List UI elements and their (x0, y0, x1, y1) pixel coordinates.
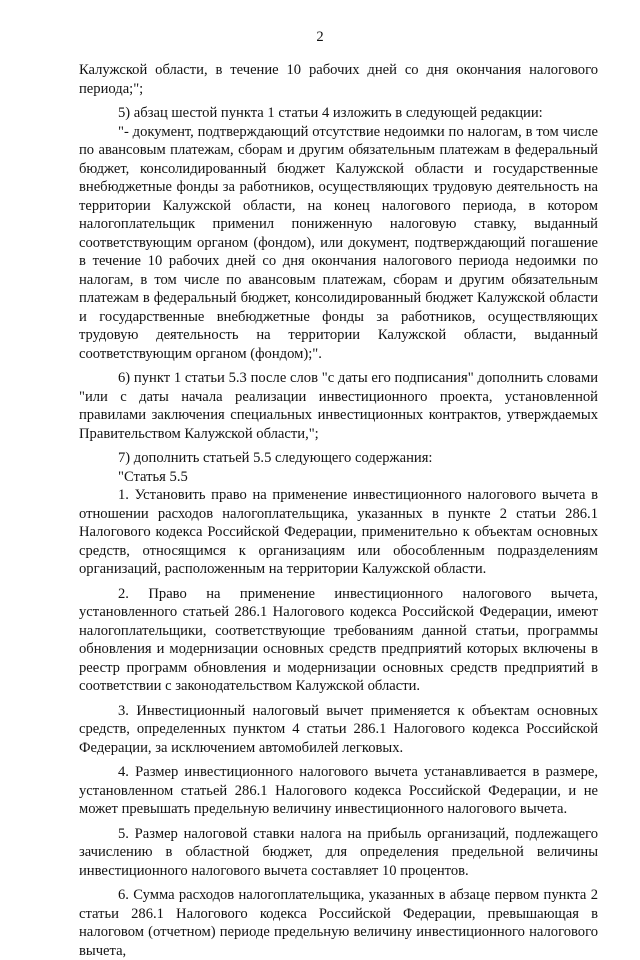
paragraph: 1. Установить право на применение инвестиционного налогового вычета в отношении расходов налогоплательщика, указанных в пункте 2 статьи 286.1 Налогового кодекса Российской Федерации, применительно к объектам основных средств, относящимся к организациям или обособленным подразделениям организаций, расположенным на территории Калужской области. (79, 487, 598, 577)
paragraph: 5) абзац шестой пункта 1 статьи 4 изложить в следующей редакции: (118, 105, 543, 121)
paragraph: 4. Размер инвестиционного налогового вычета устанавливается в размере, установленном статьей 286.1 Налогового кодекса Российской Федерации, и не может превышать предельную величину инвестиционного налогового вычета. (79, 764, 598, 817)
paragraph: 3. Инвестиционный налоговый вычет применяется к объектам основных средств, определенных пунктом 4 статьи 286.1 Налогового кодекса Российской Федерации, за исключением автомобилей легковых. (79, 702, 598, 756)
paragraph: 6) пункт 1 статьи 5.3 после слов "с даты его подписания" дополнить словами "или с даты начала реализации инвестиционного проекта, установленной правилами заключения специальных инвестиционных контрактов, утверждаемых Правительством Калужской области,"; (79, 370, 598, 442)
paragraph: 5. Размер налоговой ставки налога на прибыль организаций, подлежащего зачислению в областной бюджет, для определения предельной величины инвестиционного налогового вычета составляет 10 процентов. (79, 825, 598, 879)
paragraph: 6. Сумма расходов налогоплательщика, указанных в абзаце первом пункта 2 статьи 286.1 Налогового кодекса Российской Федерации, превышающая в налоговом (отчетном) периоде предельную величину инвестиционного налогового вычета, (79, 887, 598, 959)
page-number: 2 (316, 29, 324, 45)
paragraph: 7) дополнить статьей 5.5 следующего содержания: (118, 450, 433, 466)
document-body (79, 61, 598, 960)
paragraph: Калужской области, в течение 10 рабочих дней со дня окончания налогового периода;"; (79, 62, 598, 97)
paragraph: "Статья 5.5 (118, 468, 188, 485)
paragraph: "- документ, подтверждающий отсутствие недоимки по налогам, в том числе по авансовым платежам, сборам и другим обязательным платежам в федеральный бюджет, консолидированный бюджет Калужской области и государственные внебюджетные фонды за работников, осуществляющих трудовую деятельность на территории Калужской области, на конец налогового периода, в котором налогоплательщик применил пониженную налоговую ставку, выданный соответствующим органом (фондом), или документ, подтверждающий погашение в течение 10 рабочих дней со дня окончания налогового периода недоимки по налогам, в том числе по авансовым платежам, сборам и другим обязательным платежам в федеральный бюджет, консолидированный бюджет Калужской области и государственные внебюджетные фонды за работников, осуществляющих трудовую деятельность на территории Калужской области, выданный соответствующим органом (фондом);". (79, 123, 598, 362)
paragraph: 2. Право на применение инвестиционного налогового вычета, установленного статьей 286.1 Налогового кодекса Российской Федерации, имеют налогоплательщики, соответствующие требованиям данной статьи, программы обновления и модернизации основных средств предприятий которых включены в реестр программ обновления и модернизации основных средств предприятий в соответствии с законодательством Калужской области. (79, 585, 598, 694)
